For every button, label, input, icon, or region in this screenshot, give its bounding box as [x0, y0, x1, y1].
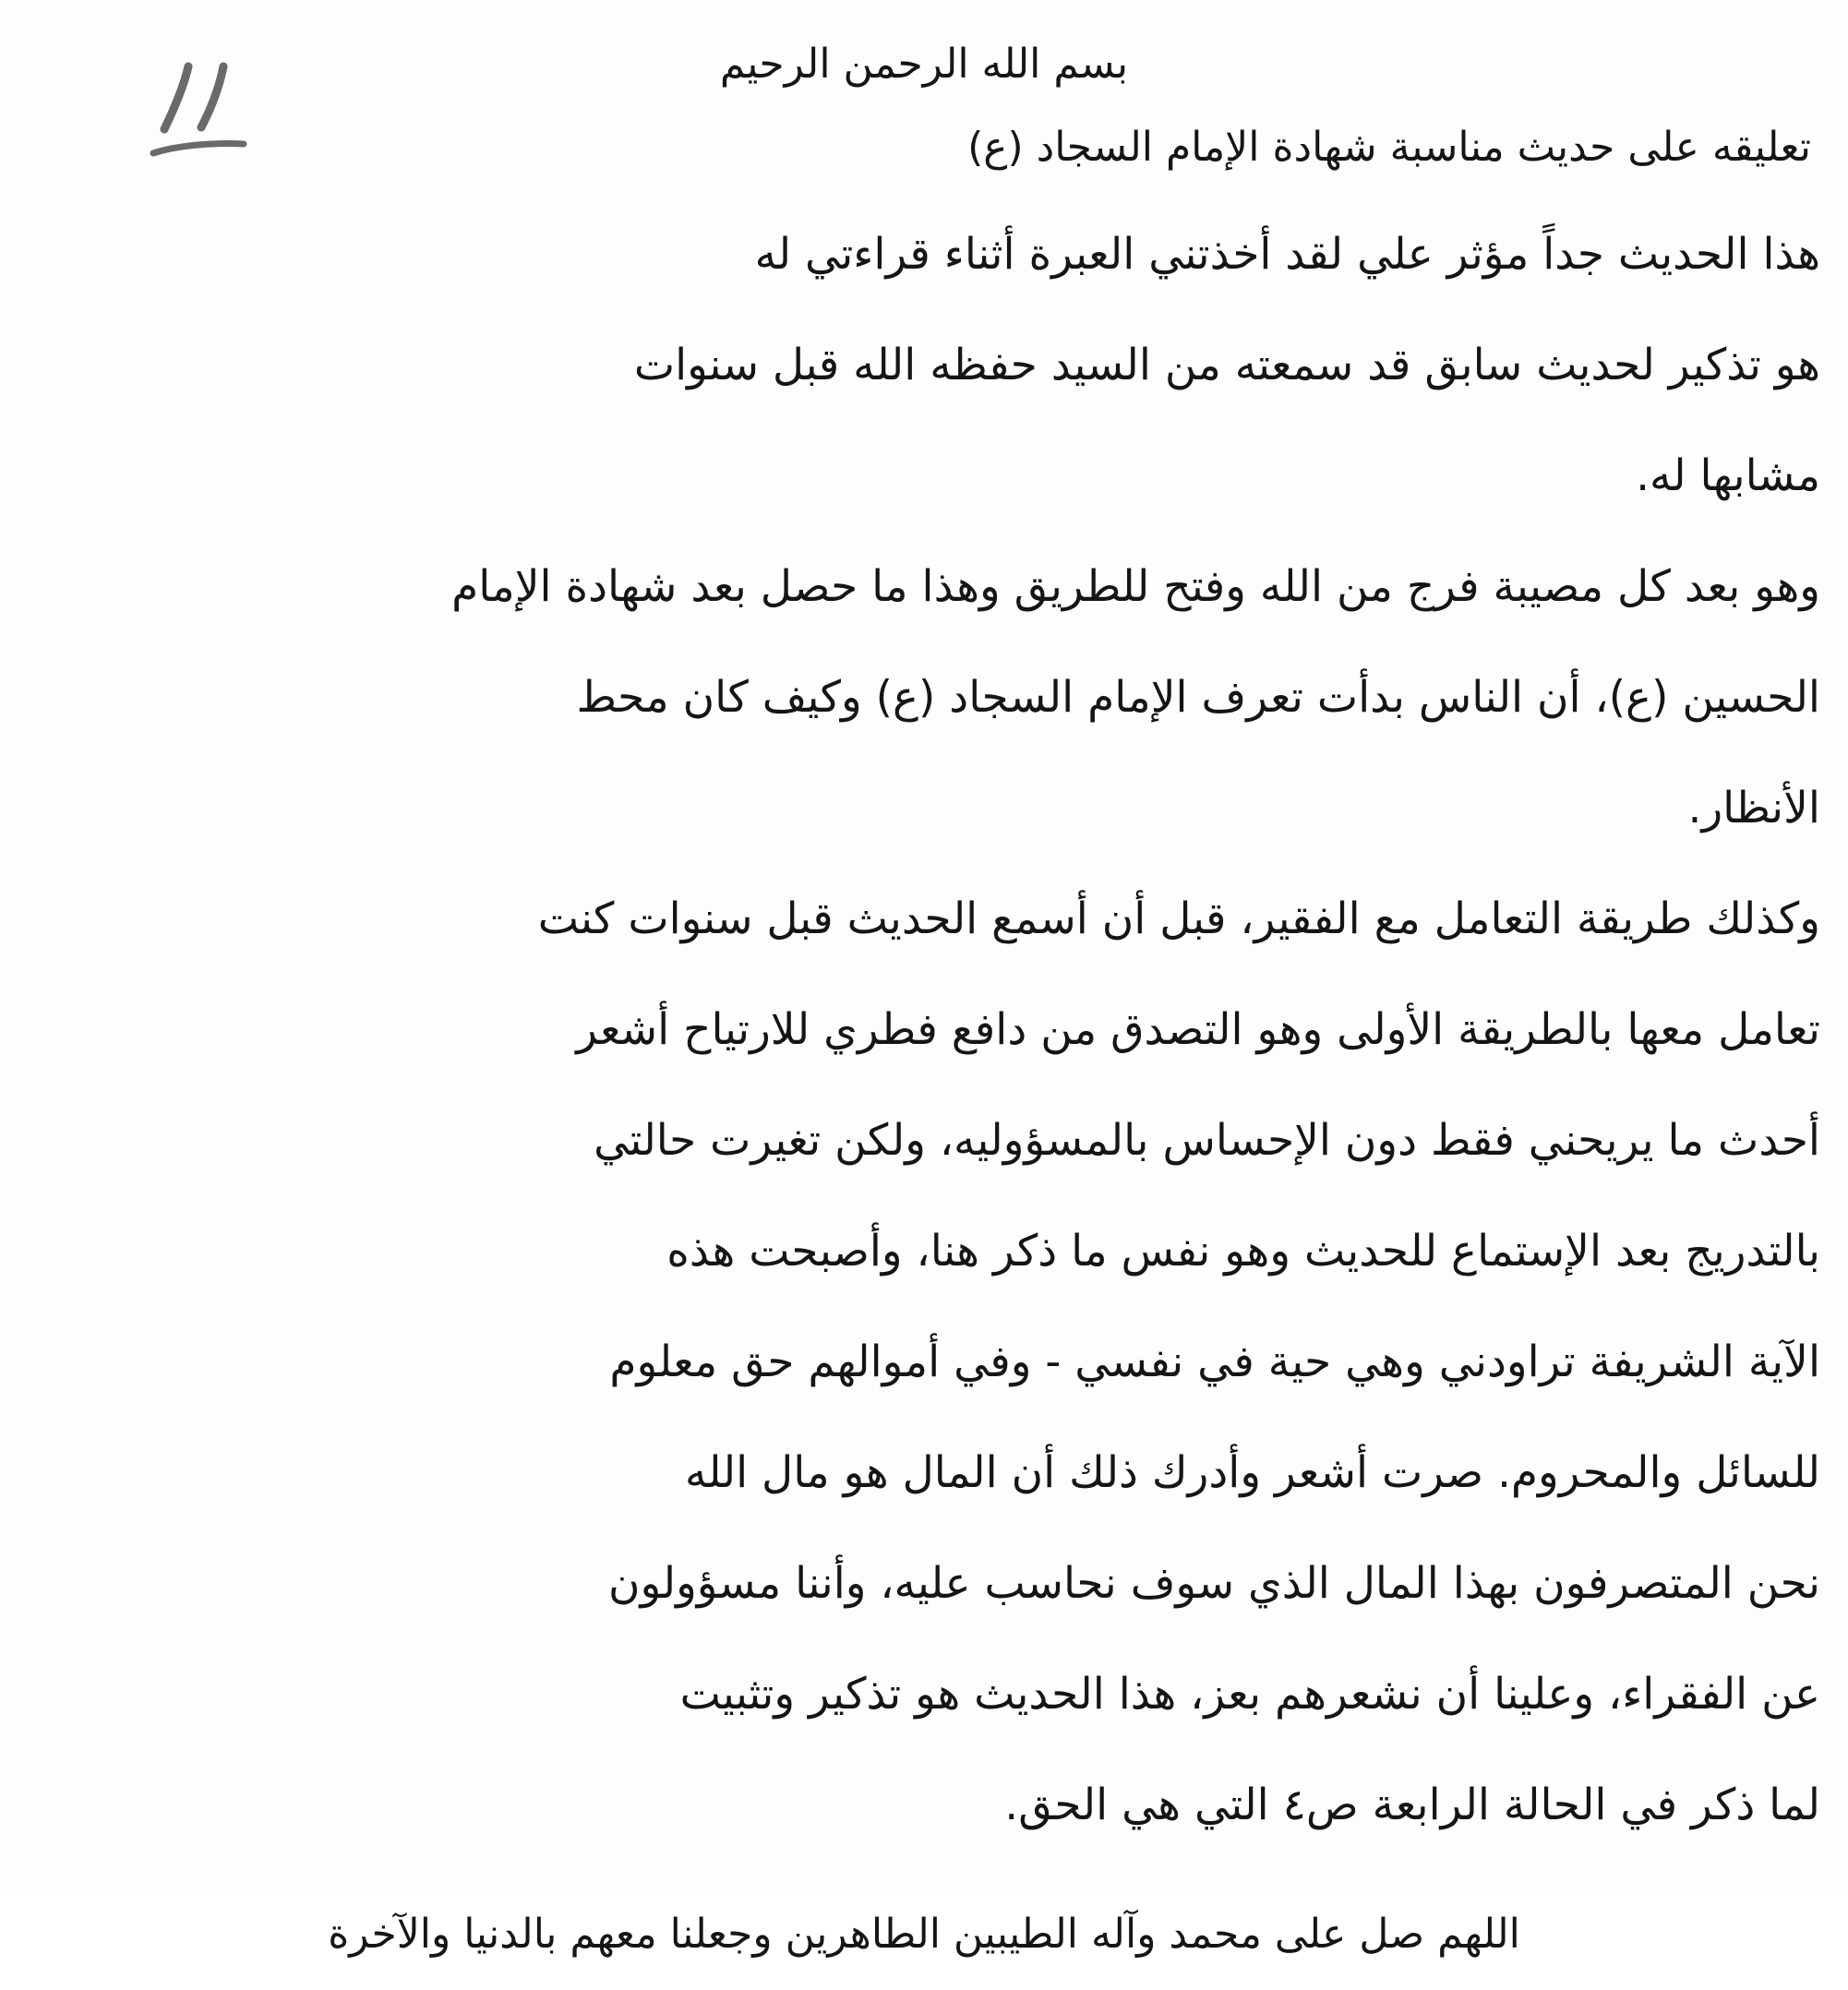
closing-prayer: اللهم صل على محمد وآله الطيبين الطاهرين وجعلنا معهم بالدنيا والآخرة [328, 1910, 1520, 1958]
text-line: بالتدريج بعد الإستماع للحديث وهو نفس ما ذكر هنا، وأصبحت هذه [666, 1225, 1820, 1277]
letter-text [28, 28, 1820, 1990]
text-line: عن الفقراء، وعلينا أن نشعرهم بعز، هذا الحديث هو تذكير وتثبيت [679, 1668, 1820, 1720]
text-line: أحدث ما يريحني فقط دون الإحساس بالمسؤوليه، ولكن تغيرت حالتي [594, 1114, 1820, 1166]
text-line: الأنظار. [1687, 782, 1820, 833]
text-line: لما ذكر في الحالة الرابعة ص٤ التي هي الحق. [1004, 1779, 1820, 1830]
text-line: هذا الحديث جداً مؤثر علي لقد أخذتني العبرة أثناء قراءتي له [754, 228, 1820, 280]
text-line: نحن المتصرفون بهذا المال الذي سوف نحاسب عليه، وأننا مسؤولون [607, 1557, 1820, 1609]
text-line: هو تذكير لحديث سابق قد سمعته من السيد حفظه الله قبل سنوات [633, 339, 1820, 390]
basmala: بسم الله الرحمن الرحيم [719, 41, 1129, 88]
text-line: وهو بعد كل مصيبة فرج من الله وفتح للطريق وهذا ما حصل بعد شهادة الإمام [451, 560, 1820, 612]
text-line: مشابها له. [1636, 450, 1820, 501]
text-line: الآية الشريفة تراودني وهي حية في نفسي - وفي أموالهم حق معلوم [609, 1336, 1820, 1387]
page-title: تعليقه على حديث مناسبة شهادة الإمام السجاد (ع) [967, 124, 1811, 171]
text-line: تعامل معها بالطريقة الأولى وهو التصدق من دافع فطري للارتياح أشعر [576, 1003, 1820, 1055]
text-line: وكذلك طريقة التعامل مع الفقير، قبل أن أسمع الحديث قبل سنوات كنت [537, 893, 1820, 944]
text-line: للسائل والمحروم. صرت أشعر وأدرك ذلك أن المال هو مال الله [684, 1446, 1820, 1498]
text-line: الحسين (ع)، أن الناس بدأت تعرف الإمام السجاد (ع) وكيف كان محط [576, 671, 1820, 723]
